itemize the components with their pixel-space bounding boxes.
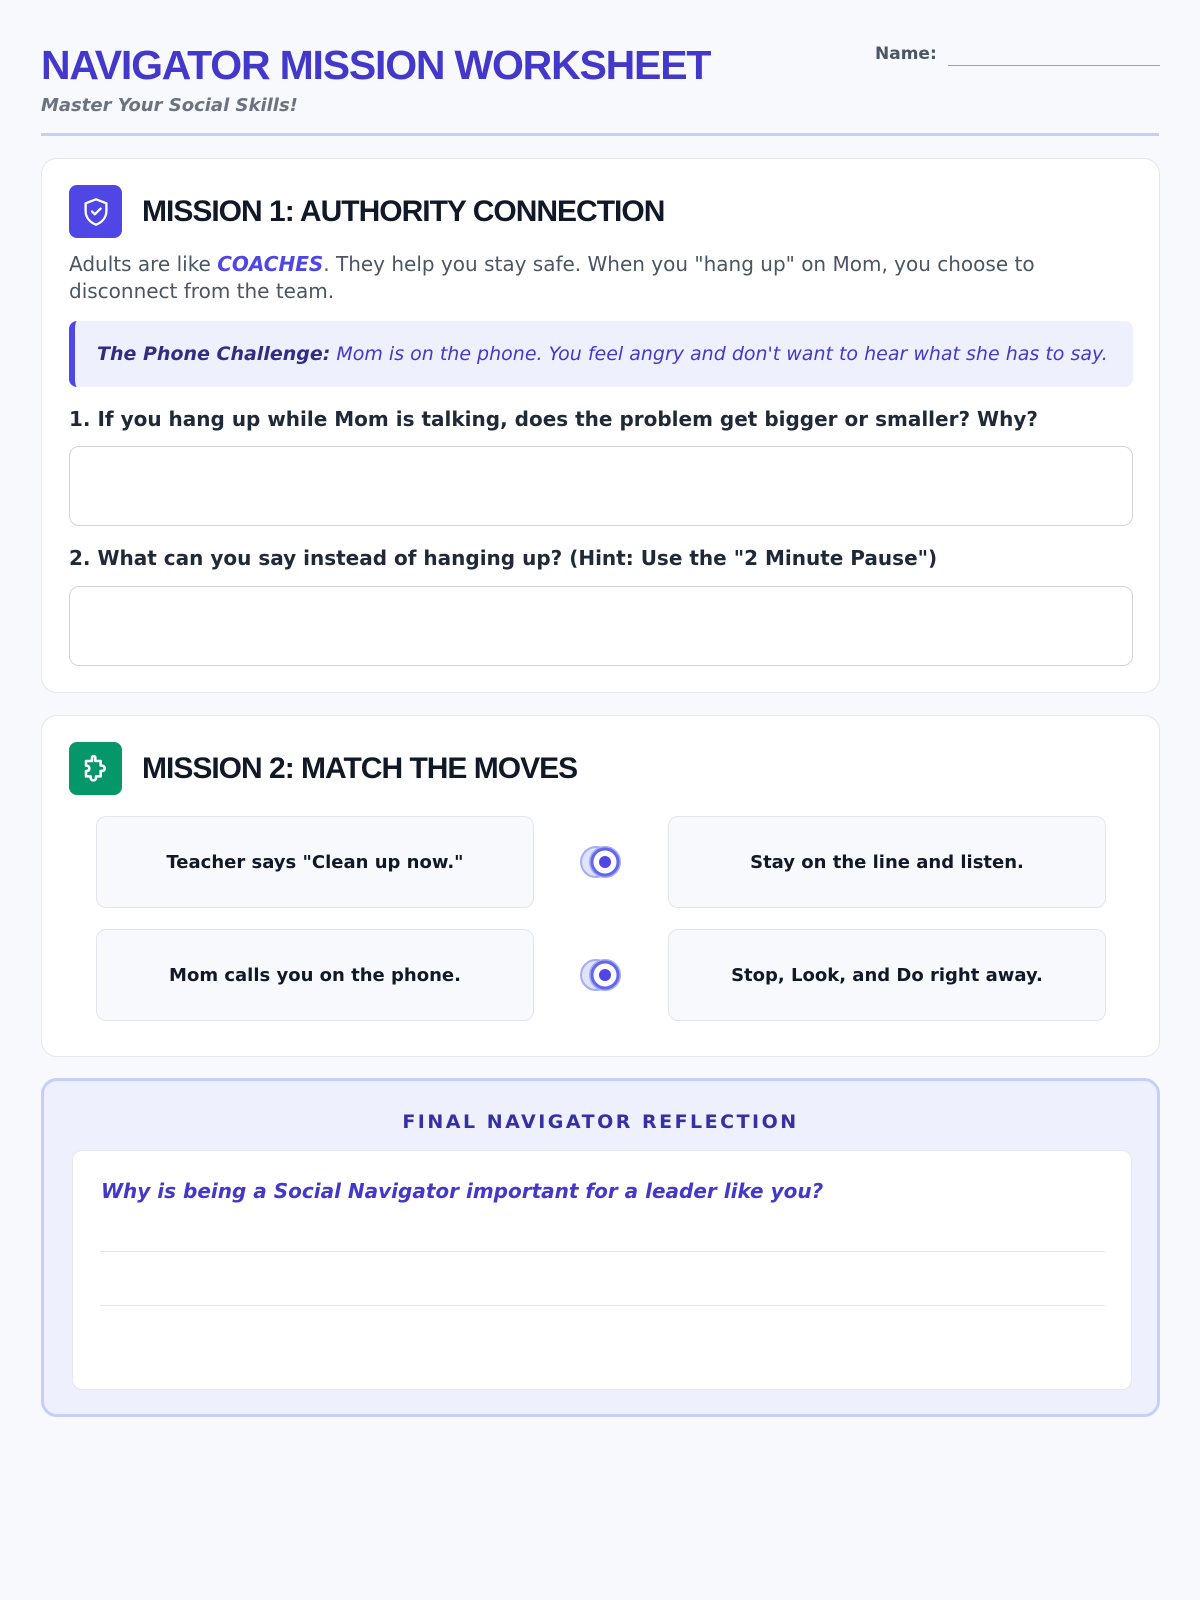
- mission-1-card: [41, 158, 1160, 693]
- reflection-answer-area[interactable]: [72, 1150, 1132, 1390]
- reflection-question: Why is being a Social Navigator important for a leader like you?: [101, 1179, 824, 1203]
- match-right-1[interactable]: Stay on the line and listen.: [668, 816, 1106, 908]
- match-connector-icon[interactable]: [578, 845, 624, 879]
- challenge-lead: The Phone Challenge:: [97, 343, 331, 365]
- match-left-2[interactable]: Mom calls you on the phone.: [96, 929, 534, 1021]
- phone-challenge-callout: [69, 321, 1133, 387]
- name-field[interactable]: [948, 65, 1160, 66]
- mission-1-intro: [69, 251, 1129, 305]
- intro-text-end: . They help you stay safe. When you "hang up" on Mom, you choose to disconnect from the team.: [69, 252, 1035, 303]
- match-connector-icon[interactable]: [578, 958, 624, 992]
- question-1: 1. If you hang up while Mom is talking, does the problem get bigger or smaller? Why?: [69, 407, 1038, 431]
- worksheet-header: [41, 0, 1159, 136]
- question-2: 2. What can you say instead of hanging up? (Hint: Use the "2 Minute Pause"): [69, 546, 938, 570]
- match-right-2[interactable]: Stop, Look, and Do right away.: [668, 929, 1106, 1021]
- answer-1-field[interactable]: [69, 446, 1133, 526]
- mission-1-title: MISSION 1: AUTHORITY CONNECTION: [142, 195, 665, 228]
- shield-check-icon: [69, 185, 122, 238]
- puzzle-piece-icon: [69, 742, 122, 795]
- writing-line[interactable]: [100, 1251, 1105, 1252]
- page-subtitle: Master Your Social Skills!: [41, 95, 298, 116]
- intro-text-start: Adults are like: [69, 252, 218, 276]
- reflection-title: FINAL NAVIGATOR REFLECTION: [402, 1111, 799, 1133]
- mission-2-title: MISSION 2: MATCH THE MOVES: [142, 752, 578, 785]
- challenge-text: Mom is on the phone. You feel angry and don't want to hear what she has to say.: [336, 343, 1108, 365]
- page-title: NAVIGATOR MISSION WORKSHEET: [41, 42, 711, 88]
- writing-line[interactable]: [100, 1305, 1105, 1306]
- final-reflection-section: [41, 1078, 1160, 1417]
- name-label: Name:: [875, 44, 937, 64]
- intro-highlight: COACHES: [217, 252, 324, 276]
- mission-2-card: [41, 715, 1160, 1057]
- answer-2-field[interactable]: [69, 586, 1133, 666]
- match-left-1[interactable]: Teacher says "Clean up now.": [96, 816, 534, 908]
